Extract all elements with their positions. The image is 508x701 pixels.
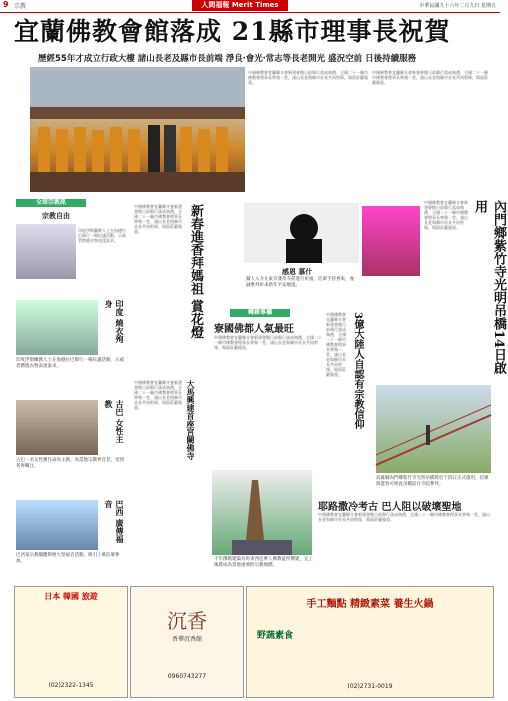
ad-agarwood-phone: 0960743277: [167, 673, 207, 680]
story-china-headline: 3億大陸人自認有宗教信仰: [352, 312, 363, 429]
religion-photo-1: [16, 224, 76, 279]
religion-item-title-2: 古巴 女性主教: [104, 400, 125, 443]
silhouette-graphic: [244, 203, 359, 263]
religion-item-title-1: 印度 燒衣殉身: [104, 300, 125, 343]
page-number: 9: [3, 0, 9, 9]
bottom-story-headline: 耶路撒冷考古 巴人阻以破壞聖地: [318, 502, 462, 513]
ad-travel-phone: (02)2322-1345: [48, 682, 94, 689]
religion-item-title-3: 巴西 廣傳福音: [104, 500, 125, 543]
story-china-text: 中國佛教會宜蘭縣支會新建會館日前舉行落成典禮，全國二十一縣市佛教會理事長齊聚一堂，諸山長老與縣市首長共同剪綵，場面莊嚴隆重。: [326, 312, 346, 377]
pagoda-graphic: [212, 470, 312, 555]
right-story-text: 中國佛教會宜蘭縣支會新建會館日前舉行落成典禮，全國二十一縣市佛教會理事長齊聚一堂，諸山長老與縣市首長共同剪綵，場面莊嚴隆重。: [424, 200, 468, 230]
temple-caption: 千年佛塔建築為馬來西亞華人佛教徒所興建，完工後將成為當地重要的宗教地標。: [214, 557, 313, 568]
issue-date: 中華民國九十六年二月九日 星期五: [419, 3, 496, 9]
feature-photo: [244, 203, 359, 263]
bridge-caption: 高雄縣內門鄉紫竹寺光明吊橋將於十四日正式啟用，信眾與遊客可經此吊橋前往寺院參拜。: [376, 476, 489, 487]
ad-travel: [14, 586, 128, 698]
story-beijing-text: 中國佛教會宜蘭縣支會新建會館日前舉行落成典禮，全國二十一縣市佛教會理事長齊聚一堂，諸山長老與縣市首長共同剪綵，場面莊嚴隆重。: [214, 335, 322, 350]
religion-photo-4: [16, 500, 98, 550]
religion-column-title: 全球宗教訊: [16, 199, 86, 207]
feature-photo-note: 歸人入寺在東京淺草寺前進行祈福，信眾手持香束，虔誠參拜祈求新年平安順遂。: [246, 277, 354, 288]
ad-vegetarian-name: 野蔬素食: [257, 631, 294, 641]
religion-photo-3: [16, 400, 98, 455]
ad-vegetarian-phone: (02)2731-0019: [347, 683, 393, 690]
section-name: 宗教: [14, 3, 27, 10]
suspension-bridge-graphic: [376, 385, 491, 473]
religion-photo-2: [16, 300, 98, 355]
lead-photo: [30, 67, 245, 192]
ad-vegetarian: [246, 586, 494, 698]
ad-agarwood-brand: 香華沉香館: [171, 636, 202, 643]
flower-photo: [362, 206, 420, 276]
story-box-label: 轉錄專欄: [230, 309, 290, 317]
feature-headline: 新春進香拜媽祖 賞花燈: [188, 204, 203, 339]
feature-photo-caption: 感恩 慕什: [282, 268, 313, 276]
religion-column-kicker: 宗教自由: [42, 212, 70, 220]
right-story-headline: 內門鄉紫竹寺光明吊橋14日啟用: [472, 200, 506, 375]
ad-agarwood: [130, 586, 244, 698]
lead-headline: 宜蘭佛教會館落成 21縣市理事長祝賀: [14, 17, 451, 46]
lead-subhead: 歷經55年才成立行政大樓 諸山長老及縣市長前端 淨良‧會光‧常志等長老開光 盛況空前 日後持續服務: [38, 54, 417, 64]
lead-body-text-2: 中國佛教會宜蘭縣支會新建會館日前舉行落成典禮，全國二十一縣市佛教會理事長齊聚一堂，諸山長老與縣市首長共同剪綵，場面莊嚴隆重。: [372, 70, 488, 85]
ad-vegetarian-title: 手工麵點 精緻素菜 養生火鍋: [306, 599, 434, 610]
bottom-story-text: 中國佛教會宜蘭縣支會新建會館日前舉行落成典禮，全國二十一縣市佛教會理事長齊聚一堂，諸山長老與縣市首長共同剪綵，場面莊嚴隆重。: [318, 512, 490, 522]
masthead-logo: 人間福報 Merit Times: [192, 0, 288, 11]
ad-travel-title: 日本 韓國 旅遊: [44, 592, 98, 601]
ad-agarwood-title: 沉香: [167, 609, 207, 633]
religion-caption-1: 印度伊斯蘭教人士在海德拉巴舉行一場抗議活動，示威者燃燒衣物表達訴求。: [16, 358, 124, 369]
religion-text-1: 印度伊斯蘭教人士在海德拉巴舉行一場抗議活動，示威者燃燒衣物表達訴求。: [78, 228, 126, 243]
story-temple-text: 中國佛教會宜蘭縣支會新建會館日前舉行落成典禮，全國二十一縣市佛教會理事長齊聚一堂，諸山長老與縣市首長共同剪綵，場面莊嚴隆重。: [134, 380, 182, 410]
story-beijing-headline: 寮國佛都人氣最旺: [214, 324, 294, 335]
story-temple-headline: 大馬興建首座宮闕佛寺: [186, 380, 196, 460]
lead-body-text: 中國佛教會宜蘭縣支會新建會館日前舉行落成典禮，全國二十一縣市佛教會理事長齊聚一堂，諸山長老與縣市首長共同剪綵，場面莊嚴隆重。: [248, 70, 368, 85]
religion-caption-2: 古巴一名女性獲任命為主教，為當地宗教界首見，受到各界關注。: [16, 458, 124, 469]
monks-group-graphic: [30, 67, 245, 192]
religion-caption-3: 巴西某宗教團體舉辦大型福音活動，吸引上萬信眾參加。: [16, 553, 120, 564]
temple-photo: [212, 470, 312, 555]
bridge-photo: [376, 385, 491, 473]
feature-text: 中國佛教會宜蘭縣支會新建會館日前舉行落成典禮，全國二十一縣市佛教會理事長齊聚一堂，諸山長老與縣市首長共同剪綵，場面莊嚴隆重。: [134, 204, 182, 234]
